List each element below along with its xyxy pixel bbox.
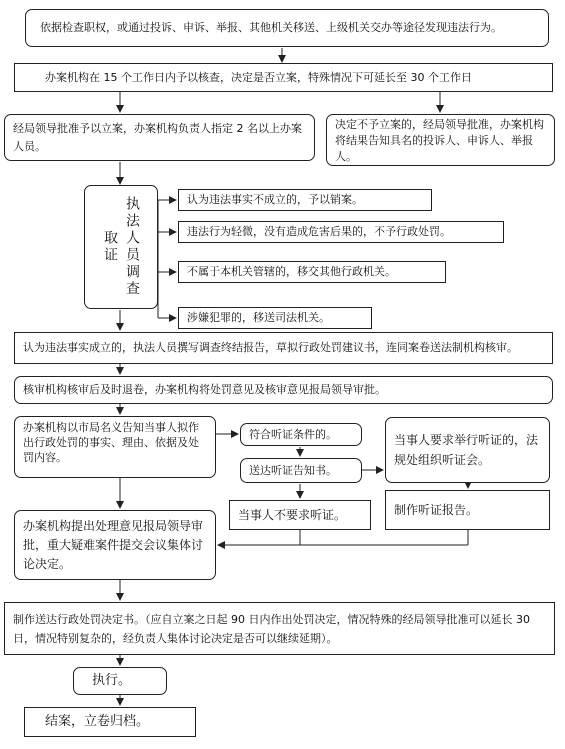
outcome-transfer [178,261,446,283]
step-leader-approval-text: 办案机构提出处理意见报局领导审批，重大疑难案件提交会议集体讨论决定。 [23,518,204,571]
hearing-report [385,490,550,530]
step-verify-and-file-text: 办案机构在 15 个工作日内予以核查，决定是否立案，特殊情况下可延长至 30 个工作日 [45,70,472,84]
step-execute [73,667,167,695]
step-investigate-text: 执法人员调查取证 [102,196,140,298]
outcome-no-penalty-text: 违法行为轻微，没有造成危害后果的，不予行政处罚。 [187,225,451,238]
hearing-report-text: 制作听证报告。 [394,503,479,517]
step-execute-text: 执行。 [92,673,132,688]
no-hearing-requested-text: 当事人不要求听证。 [238,508,347,522]
outcome-dismiss [178,189,432,211]
outcome-transfer-text: 不属于本机关管辖的，移交其他行政机关。 [187,265,396,278]
outcome-no-penalty [178,221,504,243]
outcome-judicial-text: 涉嫌犯罪的，移送司法机关。 [187,311,330,324]
step-no-case-text: 决定不予立案的，经局领导批准，办案机构将结果告知具名的投诉人、申诉人、举报人。 [335,118,544,163]
step-verify-and-file [14,63,553,92]
hearing-eligible-text: 符合听证条件的。 [249,427,337,441]
hearing-eligible [240,423,362,446]
step-discover-violation [25,9,549,47]
step-archive-text: 结案，立卷归档。 [45,714,150,729]
hearing-notice-text: 送达听证告知书。 [249,463,337,477]
step-archive [24,707,196,737]
step-penalty-decision-text: 制作送达行政处罚决定书。（应自立案之日起 90 日内作出处罚决定，情况特殊的经局领导批准可以延长 30 日，情况特别复杂的，经负责人集体讨论决定是否可以继续延期）。 [13,612,530,645]
step-investigation-report-text: 认为违法事实成立的，执法人员撰写调查终结报告，草拟行政处罚建议书，连同案卷送法制机构核审。 [23,341,518,354]
step-penalty-decision [4,602,555,655]
step-notify-party [14,416,216,478]
step-no-case [326,114,555,166]
step-investigate [84,185,158,309]
outcome-dismiss-text: 认为违法事实不成立的，予以销案。 [187,193,363,206]
step-notify-party-text: 办案机构以市局名义告知当事人拟作出行政处罚的事实、理由、依据及处罚内容。 [23,421,199,464]
step-legal-review [14,376,553,404]
no-hearing-requested [229,500,371,530]
step-leader-approval [14,510,216,580]
step-discover-violation-text: 依据检查职权，或通过投诉、申诉、举报、其他机关移送、上级机关交办等途径发现违法行为。 [40,21,502,34]
hearing-requested-text: 当事人要求举行听证的，法规处组织听证会。 [394,433,539,467]
step-approve-case-text: 经局领导批准予以立案，办案机构负责人指定 2 名以上办案人员。 [13,121,302,153]
step-approve-case [4,114,315,161]
hearing-notice [240,458,362,483]
step-legal-review-text: 核审机构核审后及时退卷，办案机构将处罚意见及核审意见报局领导审批。 [23,383,386,396]
outcome-judicial [178,307,372,329]
step-investigation-report [14,332,553,364]
hearing-requested [385,417,550,483]
